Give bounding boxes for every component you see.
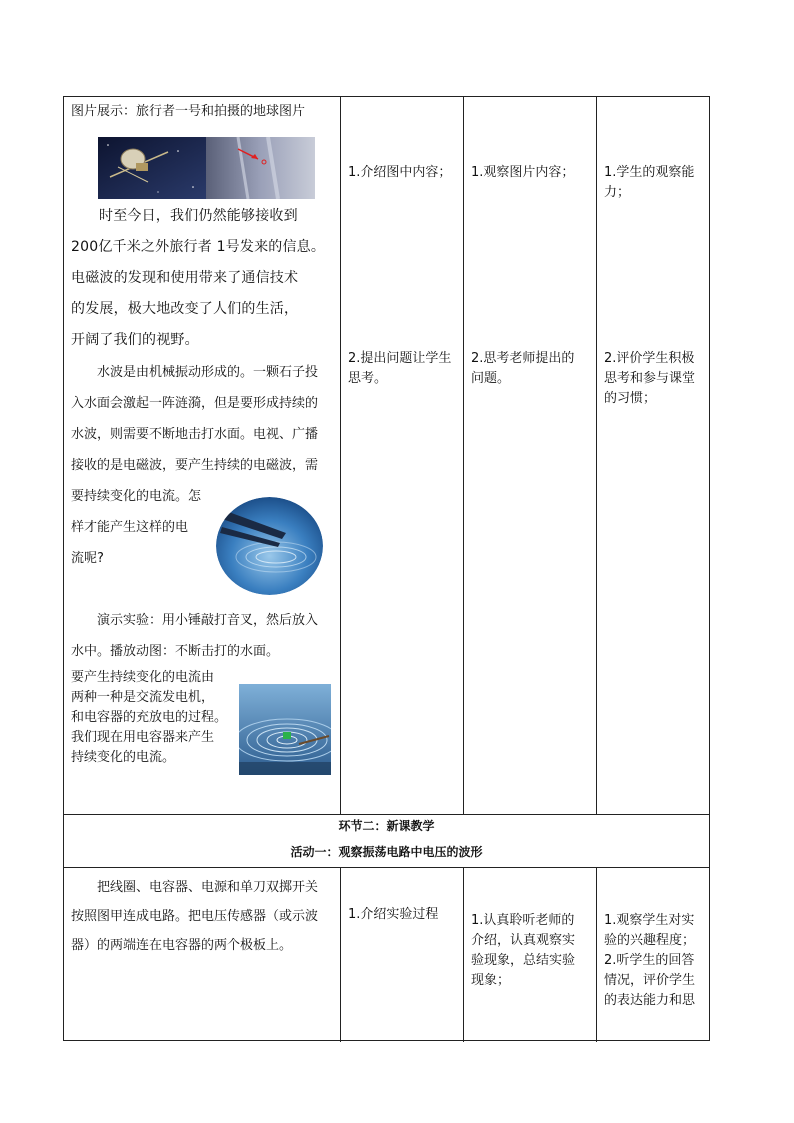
text-line: 要持续变化的电流。怎	[71, 489, 202, 504]
col-divider-3	[596, 97, 597, 815]
evaluation-2	[604, 349, 708, 409]
text-line: 的习惯；	[604, 391, 657, 406]
paragraph-capacitor	[71, 668, 241, 768]
text-line: 情况，评价学生	[604, 973, 696, 988]
text-line: 器）的两端连在电容器的两个极板上。	[71, 938, 293, 953]
teacher-activity-1: 1.介绍图中内容；	[348, 165, 452, 180]
text-line: 和电容器的充放电的过程。	[71, 710, 228, 725]
water-ripple-round-image	[216, 497, 323, 595]
text-line: 流呢?	[71, 551, 104, 566]
text-line: 验现象，总结实验	[471, 953, 576, 968]
text-line: 1.观察学生对实	[604, 913, 695, 928]
voyager-earth-image	[98, 137, 315, 199]
row-divider-2	[64, 867, 709, 868]
text-line: 的发展，极大地改变了人们的生活，	[71, 301, 299, 317]
text-line: 接收的是电磁波，要产生持续的电磁波，需	[71, 458, 319, 473]
water-surface-image	[239, 684, 331, 775]
text-line: 电磁波的发现和使用带来了通信技术	[71, 270, 299, 286]
text-line: 2.思考老师提出的	[471, 351, 575, 366]
paragraph-voyager	[71, 201, 339, 356]
text-line: 现象；	[471, 973, 511, 988]
text-line: 要产生持续变化的电流由	[71, 670, 215, 685]
student-activity-3	[471, 911, 595, 991]
col-divider-6	[596, 867, 597, 1042]
text-line: 2.提出问题让学生	[348, 351, 452, 366]
text-line: 2.听学生的回答	[604, 953, 695, 968]
text-line: 演示实验：用小锤敲打音叉，然后放入	[97, 613, 319, 628]
text-line: 思考。	[348, 371, 388, 386]
col-divider-4	[340, 867, 341, 1042]
text-line: 2.评价学生积极	[604, 351, 695, 366]
text-line: 按照图甲连成电路。把电压传感器（或示波	[71, 909, 319, 924]
evaluation-3	[604, 911, 708, 1011]
row-divider-1	[64, 814, 709, 815]
text-line: 验的兴趣程度；	[604, 933, 696, 948]
teacher-activity-2	[348, 349, 460, 389]
col-divider-2	[463, 97, 464, 815]
text-line: 样才能产生这样的电	[71, 520, 189, 535]
section-header: 环节二：新课教学	[338, 819, 435, 833]
activity-subheader: 活动一：观察振荡电路中电压的波形	[290, 845, 483, 859]
text-line: 力；	[604, 185, 631, 200]
col-divider-5	[463, 867, 464, 1042]
text-line: 把线圈、电容器、电源和单刀双掷开关	[97, 880, 319, 895]
text-line: 200亿千米之外旅行者 1号发来的信息。	[71, 239, 326, 255]
text-line: 开阔了我们的视野。	[71, 332, 199, 348]
col-divider-1	[340, 97, 341, 815]
text-line: 问题。	[471, 371, 511, 386]
lesson-table	[63, 96, 710, 1041]
text-line: 介绍，认真观察实	[471, 933, 576, 948]
experiment-description	[71, 873, 339, 960]
image-caption: 图片展示：旅行者一号和拍摄的地球图片	[71, 104, 306, 119]
text-line: 水波是由机械振动形成的。一颗石子投	[97, 365, 319, 380]
student-activity-2	[471, 349, 593, 389]
paragraph-demo	[71, 605, 339, 667]
evaluation-1	[604, 163, 708, 203]
student-activity-1: 1.观察图片内容；	[471, 165, 575, 180]
text-line: 持续变化的电流。	[71, 750, 176, 765]
text-line: 1.学生的观察能	[604, 165, 695, 180]
text-line: 水波，则需要不断地击打水面。电视、广播	[71, 427, 319, 442]
text-line: 两种一种是交流发电机，	[71, 690, 215, 705]
text-line: 我们现在用电容器来产生	[71, 730, 215, 745]
text-line: 时至今日，我们仍然能够接收到	[99, 208, 298, 224]
text-line: 1.认真聆听老师的	[471, 913, 575, 928]
text-line: 思考和参与课堂	[604, 371, 696, 386]
teacher-activity-3: 1.介绍实验过程	[348, 907, 439, 922]
text-line: 水中。播放动图：不断击打的水面。	[71, 644, 280, 659]
text-line: 的表达能力和思	[604, 993, 696, 1008]
text-line: 入水面会激起一阵涟漪，但是要形成持续的	[71, 396, 319, 411]
